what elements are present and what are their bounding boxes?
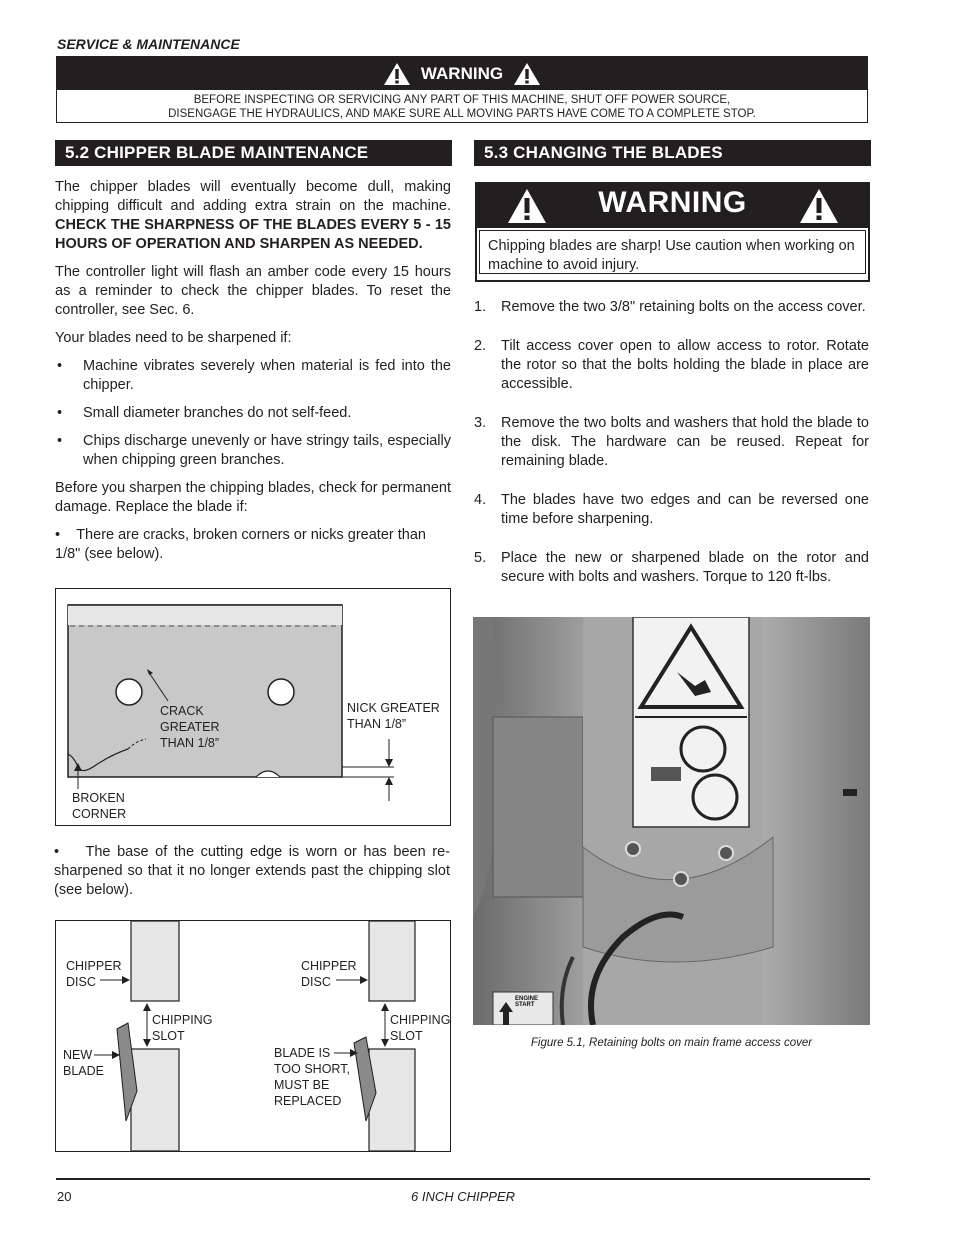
list-item-text: There are cracks, broken corners or nicks greater than 1/8" (see below). [55, 527, 426, 562]
step-text: The blades have two edges and can be reversed one time before sharpening. [501, 492, 869, 527]
label-line: SLOT [390, 1029, 423, 1043]
bullet-dot: • [55, 527, 61, 543]
step-number: 3. [474, 415, 487, 431]
nick-label [347, 700, 440, 732]
list-item [55, 404, 451, 423]
list-item [55, 357, 451, 395]
page-header-title: SERVICE & MAINTENANCE [57, 36, 240, 52]
step-text: Remove the two 3/8" retaining bolts on the access cover. [501, 299, 866, 315]
list-item-text: Small diameter branches do not self-feed. [83, 405, 352, 421]
paragraph-permanent-damage: Before you sharpen the chipping blades, check for permanent damage. Replace the blade if: [55, 480, 451, 515]
label-line: BROKEN [72, 791, 125, 805]
blade-damage-diagram [55, 588, 451, 826]
engine-start-label [515, 996, 538, 1008]
blade-change-steps [474, 298, 869, 607]
label-line: DISC [66, 975, 96, 989]
label-line: BLADE [63, 1064, 104, 1078]
list-item [474, 491, 869, 529]
label-line: CHIPPER [301, 959, 357, 973]
list-item-text: Machine vibrates severely when material is fed into the chipper. [83, 358, 451, 393]
label-line: SLOT [152, 1029, 185, 1043]
warning-triangle-icon [799, 188, 839, 224]
paragraph-plain-text: The chipper blades will eventually become dull, making chipping difficult and adding extra strain on the machine. [55, 179, 451, 214]
warning-triangle-icon [513, 62, 541, 86]
top-warning-box [56, 56, 868, 123]
label-line: GREATER [160, 720, 220, 734]
label-line: NEW [63, 1048, 93, 1062]
step-text: Place the new or sharpened blade on the rotor and secure with bolts and washers. Torque to 120 ft-lbs. [501, 550, 869, 585]
label-line: CHIPPING [390, 1013, 451, 1027]
label-line: CORNER [72, 807, 127, 821]
paragraph-base-worn [54, 843, 450, 900]
paragraph-dull-blades [55, 178, 451, 254]
label-line: TOO SHORT, [274, 1062, 350, 1076]
step-number: 4. [474, 492, 487, 508]
list-item-text: The base of the cutting edge is worn or has been re-sharpened so that it no longer extends past the chipping slot (see below). [54, 844, 450, 898]
label-line: REPLACED [274, 1094, 342, 1108]
list-item [474, 298, 869, 317]
list-item-text: Chips discharge unevenly or have stringy tails, especially when chipping green branches. [83, 433, 451, 468]
list-item [55, 432, 451, 470]
label-line: NICK GREATER [347, 701, 440, 715]
paragraph-controller: The controller light will flash an amber code every 15 hours as a reminder to check the chipper blades. To reset the controller, see Sec. 6. [55, 264, 451, 318]
top-warning-bar [57, 57, 867, 90]
chipper-disc-label-left [66, 958, 122, 990]
label-line: CHIPPER [66, 959, 122, 973]
label-line: THAN 1/8” [160, 736, 220, 750]
page-number: 20 [57, 1189, 72, 1204]
top-warning-title: WARNING [420, 63, 504, 83]
section-heading-5-2: 5.2 CHIPPER BLADE MAINTENANCE [55, 140, 452, 166]
blade-warning-title: WARNING [598, 186, 747, 219]
warning-triangle-icon [383, 62, 411, 86]
step-number: 5. [474, 550, 487, 566]
blade-warning-bar [477, 184, 868, 228]
label-line: CHIPPING [152, 1013, 213, 1027]
new-blade-label [63, 1047, 104, 1079]
footer-divider [56, 1178, 870, 1180]
label-line: CRACK [160, 704, 204, 718]
step-text: Tilt access cover open to allow access to rotor. Rotate the rotor so that the bolts holding the blade in place are accessible. [501, 338, 869, 392]
chipper-disc-label-right [301, 958, 357, 990]
chipping-slot-label-right [390, 1012, 450, 1044]
paragraph-bold-text: CHECK THE SHARPNESS OF THE BLADES EVERY 5 - 15 HOURS OF OPERATION AND SHARPEN AS NEEDED. [55, 217, 451, 252]
list-item [474, 414, 869, 471]
broken-corner-label [72, 790, 126, 822]
step-number: 2. [474, 338, 487, 354]
top-warning-line-2: DISENGAGE THE HYDRAULICS, AND MAKE SURE ALL MOVING PARTS HAVE COME TO A COMPLETE STOP. [168, 108, 756, 120]
label-line: MUST BE [274, 1078, 330, 1092]
access-cover-photo [473, 617, 870, 1025]
crack-label [160, 703, 220, 751]
section-heading-5-3: 5.3 CHANGING THE BLADES [474, 140, 871, 166]
chipping-slot-label-left [152, 1012, 212, 1044]
step-number: 1. [474, 299, 487, 315]
step-text: Remove the two bolts and washers that hold the blade to the disk. The hardware can be reused. Repeat for remaining blade. [501, 415, 869, 469]
list-item-cracks [55, 526, 451, 564]
blade-warning-text: Chipping blades are sharp! Use caution when working on machine to avoid injury. [479, 230, 866, 274]
left-column-text [55, 178, 451, 573]
paragraph-sharpen-if: Your blades need to be sharpened if: [55, 330, 292, 346]
label-line: THAN 1/8” [347, 717, 407, 731]
bullet-dot: • [57, 405, 63, 421]
chipping-slot-diagram [55, 920, 451, 1152]
footer-title: 6 INCH CHIPPER [410, 1189, 516, 1204]
figure-caption: Figure 5.1, Retaining bolts on main frame access cover [530, 1037, 813, 1049]
list-item [474, 549, 869, 587]
label-line: BLADE IS [274, 1046, 331, 1060]
top-warning-line-1: BEFORE INSPECTING OR SERVICING ANY PART OF THIS MACHINE, SHUT OFF POWER SOURCE, [193, 94, 731, 106]
bullet-dot: • [57, 433, 63, 449]
blade-warning-box [475, 182, 870, 282]
top-warning-text [57, 90, 867, 121]
label-line: ENGINE [515, 996, 539, 1002]
list-item [474, 337, 869, 394]
label-line: DISC [301, 975, 331, 989]
access-cover-illustration [473, 617, 870, 1025]
bullet-dot: • [57, 358, 63, 374]
label-line: START [515, 1002, 535, 1008]
blade-too-short-label [274, 1045, 350, 1109]
bullet-dot: • [54, 844, 60, 860]
